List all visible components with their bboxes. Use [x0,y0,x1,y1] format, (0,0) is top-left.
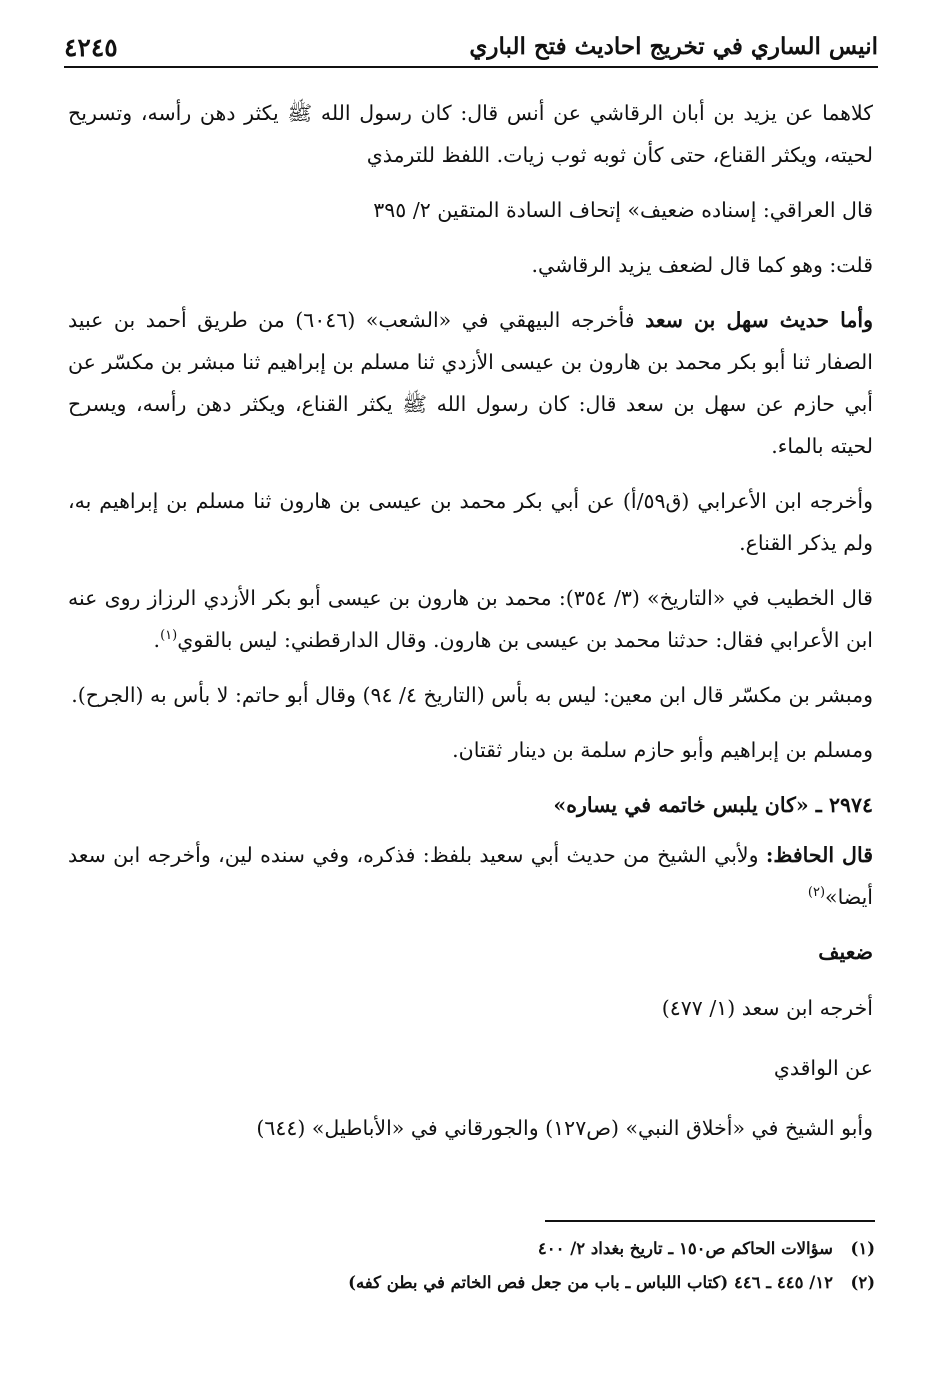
paragraph-sahl [68,299,873,467]
footnote-text: ١٢/ ٤٤٥ ـ ٤٤٦ (كتاب اللباس ـ باب من جعل فص الخاتم في بطن كفه) [348,1273,833,1292]
footnote-number: (٢) [850,1273,875,1292]
running-header [64,26,878,68]
hadith-heading: ٢٩٧٤ ـ «كان يلبس خاتمه في يساره» [553,793,873,817]
page-number: ٤٢٤٥ [64,33,118,62]
paragraph-body: فأخرجه البيهقي في «الشعب» (٦٠٤٦) من طريق أحمد بن عبيد الصفار ثنا أبو بكر محمد بن هارون بن عيسى الأزدي ثنا مسلم بن إبراهيم ثنا مبشر بن مكسّر عن أبي حازم عن سهل بن سعد قال: كان رسول الله ﷺ يكثر القناع، ويكثر دهن رأسه، ويسرح لحيته بالماء. [68,308,873,458]
takhrij-line: وأبو الشيخ في «أخلاق النبي» (ص١٢٧) والجورقاني في «الأباطيل» (٦٤٤) [256,1116,873,1140]
book-title: انيس الساري في تخريج احاديث فتح الباري [469,33,878,60]
paragraph: قلت: وهو كما قال لضعف يزيد الرقاشي. [531,253,873,277]
footnote-text: سؤالات الحاكم ص١٥٠ ـ تاريخ بغداد ٢/ ٤٠٠ [537,1239,833,1258]
paragraph: ومبشر بن مكسّر قال ابن معين: ليس به بأس (التاريخ ٤/ ٩٤) وقال أبو حاتم: لا بأس به (الجرح). [71,683,873,707]
paragraph: قال العراقي: إسناده ضعيف» إتحاف السادة المتقين ٢/ ٣٩٥ [373,198,873,222]
footnote [200,1232,875,1266]
paragraph: ومسلم بن إبراهيم وأبو حازم سلمة بن دينار ثقتان. [452,738,873,762]
paragraph-khatib [68,577,873,661]
paragraph: كلاهما عن يزيد بن أبان الرقاشي عن أنس قال: كان رسول الله ﷺ يكثر دهن رأسه، وتسريح لحيته، ويكثر القناع، حتى كأن ثوبه ثوب زيات. اللفظ للترمذي [68,101,873,167]
footnote-number: (١) [850,1239,875,1258]
takhrij-line: أخرجه ابن سعد (١/ ٤٧٧) [661,996,873,1020]
takhrij-line: عن الواقدي [773,1056,873,1080]
paragraph-end: . [153,628,161,652]
grade-label: ضعيف [818,940,873,964]
footnotes [200,1232,875,1300]
footnote-divider [545,1220,875,1222]
paragraph-body: ولأبي الشيخ من حديث أبي سعيد بلفظ: فذكره، وفي سنده لين، وأخرجه ابن سعد أيضا» [68,843,873,909]
paragraph-lead: قال الحافظ: [765,843,873,867]
footnote-ref[interactable]: (١) [160,628,178,644]
paragraph-hafiz [68,834,873,918]
paragraph-lead: وأما حديث سهل بن سعد [645,308,874,332]
main-text [68,92,873,1167]
paragraph: وأخرجه ابن الأعرابي (ق٥٩/أ) عن أبي بكر محمد بن عيسى بن هارون ثنا مسلم بن إبراهيم به، ولم يذكر القناع. [68,489,873,555]
footnote-ref[interactable]: (٢) [807,885,826,901]
paragraph-body: قال الخطيب في «التاريخ» (٣/ ٣٥٤): محمد بن هارون بن عيسى أبو بكر الأزدي الرزاز روى عنه ابن الأعرابي فقال: حدثنا محمد بن عيسى بن هارون. وقال الدارقطني: ليس بالقوي [68,586,873,652]
footnote [200,1266,875,1300]
